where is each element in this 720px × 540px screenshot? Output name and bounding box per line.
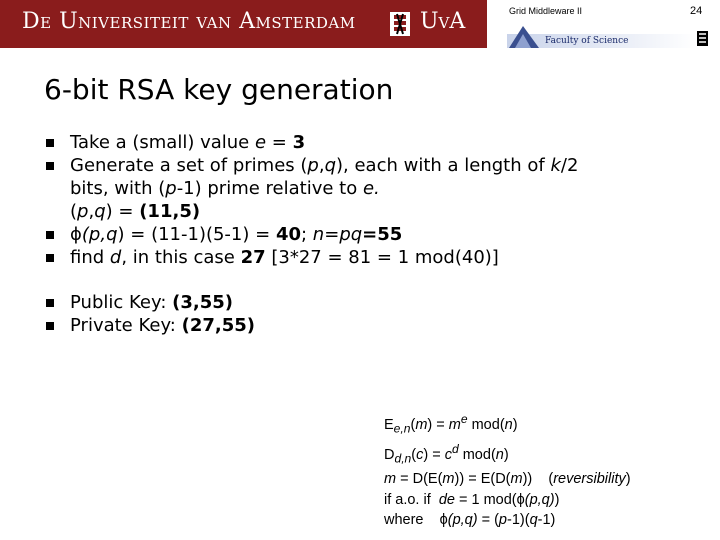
reversibility-formula: m = D(E(m)) = E(D(m)) (reversibility)	[384, 471, 631, 488]
faculty-mark-icon	[697, 31, 708, 46]
bullet-icon	[46, 139, 54, 147]
page-number: 24	[690, 5, 703, 17]
university-crest-icon	[388, 11, 412, 37]
slide-title: 6-bit RSA key generation	[44, 73, 394, 106]
bullet-icon	[46, 322, 54, 330]
list-item: ϕ(p,q) = (11-1)(5-1) = 40; n=pq=55	[46, 223, 578, 246]
list-item: Generate a set of primes (p,q), each with a length of k/2 bits, with (p-1) prime relative to e. (p,q) = (11,5)	[46, 154, 578, 223]
encryption-formula: $E_{e,n}(m) = m^e$ mod(n)	[384, 412, 518, 436]
bullet-icon	[46, 162, 54, 170]
list-item: Take a (small) value e = 3	[46, 131, 578, 154]
decryption-formula: $D_{d,n}(c) = c^d$ mod(n)	[384, 442, 509, 466]
university-name: De Universiteit van Amsterdam	[22, 9, 356, 34]
bullet-icon	[46, 254, 54, 262]
phi-definition: where ϕ(p,q) = (p-1)(q-1)	[384, 512, 556, 529]
rsa-formulas	[384, 409, 631, 531]
bullet-list	[46, 131, 578, 337]
university-banner	[0, 0, 487, 48]
condition-formula: if a.o. if de = 1 mod(ϕ(p,q))	[384, 491, 560, 508]
faculty-label: Faculty of Science	[545, 36, 629, 46]
list-item: find d, in this case 27 [3*27 = 81 = 1 mod(40)]	[46, 246, 578, 269]
list-item: Private Key: (27,55)	[46, 314, 578, 337]
list-item: Public Key: (3,55)	[46, 291, 578, 314]
uva-label: UvA	[420, 9, 466, 34]
bullet-icon	[46, 299, 54, 307]
bullet-icon	[46, 231, 54, 239]
course-title: Grid Middleware II	[509, 6, 583, 16]
